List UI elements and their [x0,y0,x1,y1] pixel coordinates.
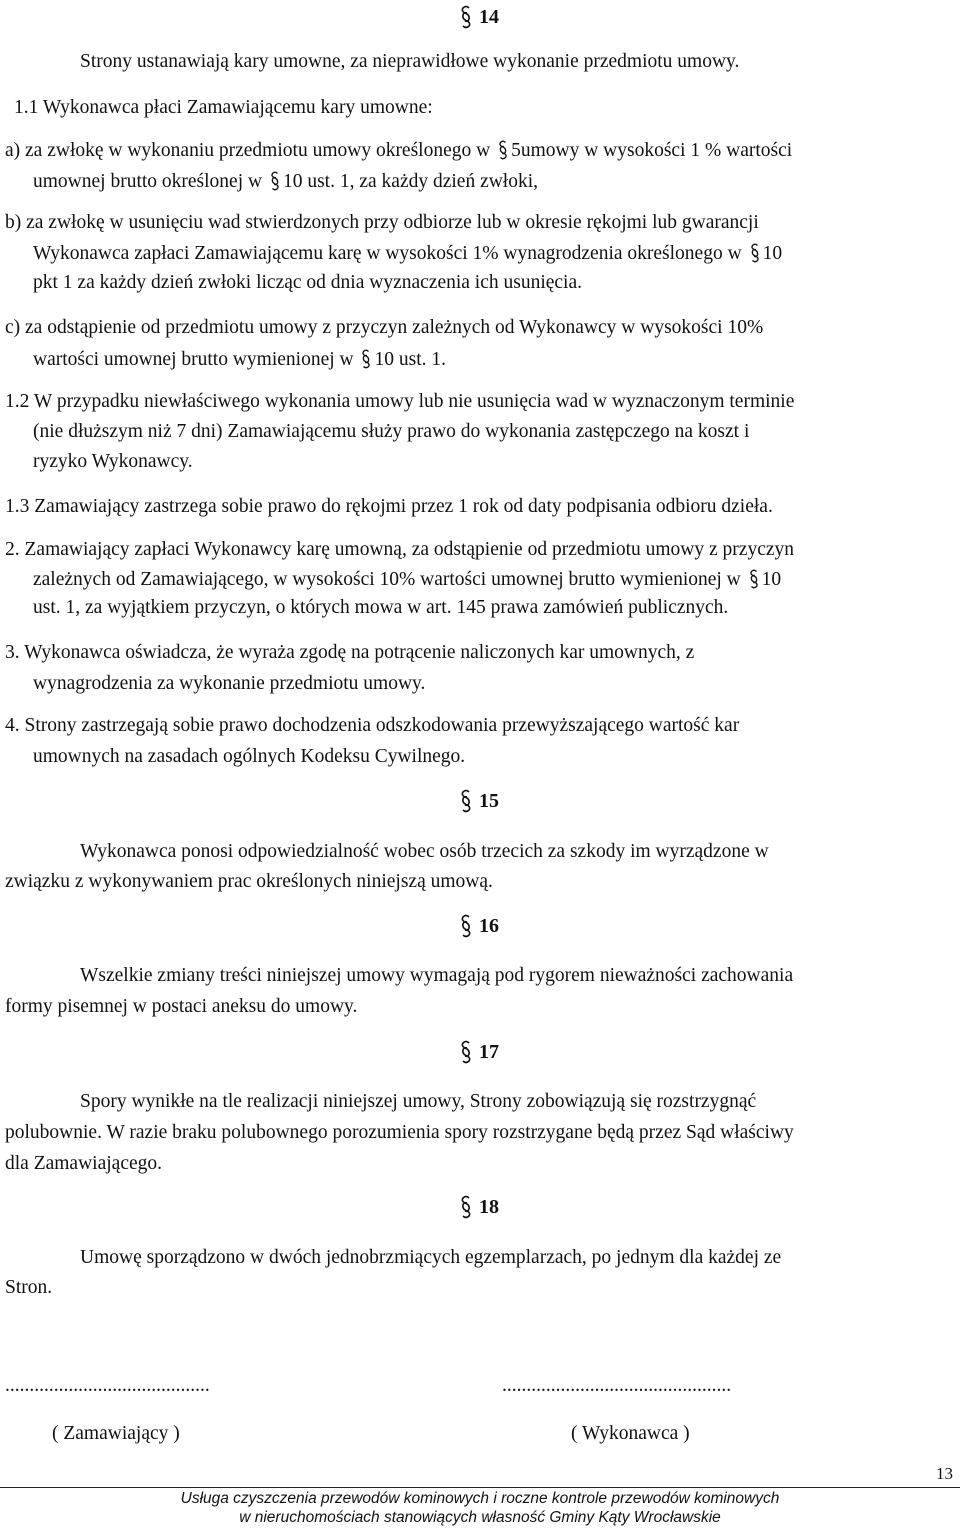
signature-line-left: .......................................... [5,1375,210,1396]
paragraph-line: b) za zwłokę w usunięciu wad stwierdzonych przy odbiorze lub w okresie rękojmi lub gwarancji [5,212,759,233]
signature-label-left: ( Zamawiający ) [52,1423,180,1444]
paragraph-line: wynagrodzenia za wykonanie przedmiotu umowy. [33,673,426,694]
signature-line-right: ............................................... [502,1375,732,1396]
paragraph-line: Spory wynikłe na tle realizacji niniejszej umowy, Strony zobowiązują się rozstrzygnąć [80,1091,757,1112]
paragraph-line: 3. Wykonawca oświadcza, że wyraża zgodę na potrącenie naliczonych kar umownych, z [5,642,695,663]
paragraph-line: a) za zwłokę w wykonaniu przedmiotu umowy określonego w 5umowy w wysokości 1 % wartości [5,140,793,161]
paragraph-line: zależnych od Zamawiającego, w wysokości 10% wartości umownej brutto wymienionej w 10 [33,569,782,590]
paragraph-line: Wszelkie zmiany treści niniejszej umowy wymagają pod rygorem nieważności zachowania [80,965,794,986]
section-sign-icon [460,914,472,938]
paragraph-line: polubownie. W razie braku polubownego porozumienia spory rozstrzygane będą przez Sąd właściwy [5,1122,794,1143]
section-heading-16: 16 [460,914,499,938]
paragraph-line: 1.2 W przypadku niewłaściwego wykonania umowy lub nie usunięcia wad w wyznaczonym terminie [5,391,795,412]
paragraph-line: (nie dłuższym niż 7 dni) Zamawiającemu służy prawo do wykonania zastępczego na koszt i [33,421,750,442]
paragraph-line: Stron. [5,1277,53,1298]
section-heading-18: 18 [460,1195,499,1219]
paragraph-line: 1.3 Zamawiający zastrzega sobie prawo do rękojmi przez 1 rok od daty podpisania odbioru dzieła. [5,496,773,517]
paragraph-line: wartości umownej brutto wymienionej w 10 ust. 1. [33,349,446,370]
paragraph-line: 4. Strony zastrzegają sobie prawo dochodzenia odszkodowania przewyższającego wartość kar [5,715,740,736]
paragraph-line: ust. 1, za wyjątkiem przyczyn, o których mowa w art. 145 prawa zamówień publicznych. [33,597,729,618]
paragraph-line: umownej brutto określonej w 10 ust. 1, za każdy dzień zwłoki, [33,171,539,192]
paragraph-line: 1.1 Wykonawca płaci Zamawiającemu kary umowne: [14,97,433,118]
section-sign-icon [460,1040,472,1064]
section-sign-icon [749,569,759,589]
footer-rule [0,1487,960,1488]
section-sign-icon [750,243,760,263]
paragraph-line: Wykonawca ponosi odpowiedzialność wobec osób trzecich za szkody im wyrządzone w [80,841,769,862]
section-sign-icon [270,171,280,191]
paragraph-line: ryzyko Wykonawcy. [33,451,193,472]
paragraph-line: umownych na zasadach ogólnych Kodeksu Cywilnego. [33,746,466,767]
paragraph-line: formy pisemnej w postaci aneksu do umowy. [5,996,358,1017]
paragraph-line: Wykonawca zapłaci Zamawiającemu karę w wysokości 1% wynagrodzenia określonego w 10 [33,243,783,264]
paragraph-line: Strony ustanawiają kary umowne, za nieprawidłowe wykonanie przedmiotu umowy. [80,51,740,72]
section-heading-14: 14 [460,5,499,29]
paragraph-line: 2. Zamawiający zapłaci Wykonawcy karę umowną, za odstąpienie od przedmiotu umowy z przyczyn [5,539,794,560]
section-heading-15: 15 [460,789,499,813]
section-sign-icon [361,349,371,369]
paragraph-line: pkt 1 za każdy dzień zwłoki licząc od dnia wyznaczenia ich usunięcia. [33,272,583,293]
section-sign-icon [498,140,508,160]
paragraph-line: Umowę sporządzono w dwóch jednobrzmiących egzemplarzach, po jednym dla każdej ze [80,1247,782,1268]
page-number: 13 [936,1464,953,1483]
section-sign-icon [460,789,472,813]
paragraph-line: c) za odstąpienie od przedmiotu umowy z przyczyn zależnych od Wykonawcy w wysokości 10% [5,317,764,338]
section-sign-icon [460,5,472,29]
footer-line-1: Usługa czyszczenia przewodów kominowych i roczne kontrole przewodów kominowych [180,1490,780,1507]
paragraph-line: związku z wykonywaniem prac określonych niniejszą umową. [5,871,493,892]
footer-line-2: w nieruchomościach stanowiących własność Gminy Kąty Wrocławskie [239,1509,721,1526]
section-sign-icon [460,1195,472,1219]
signature-label-right: ( Wykonawca ) [571,1423,690,1444]
paragraph-line: dla Zamawiającego. [5,1153,162,1174]
section-heading-17: 17 [460,1040,499,1064]
